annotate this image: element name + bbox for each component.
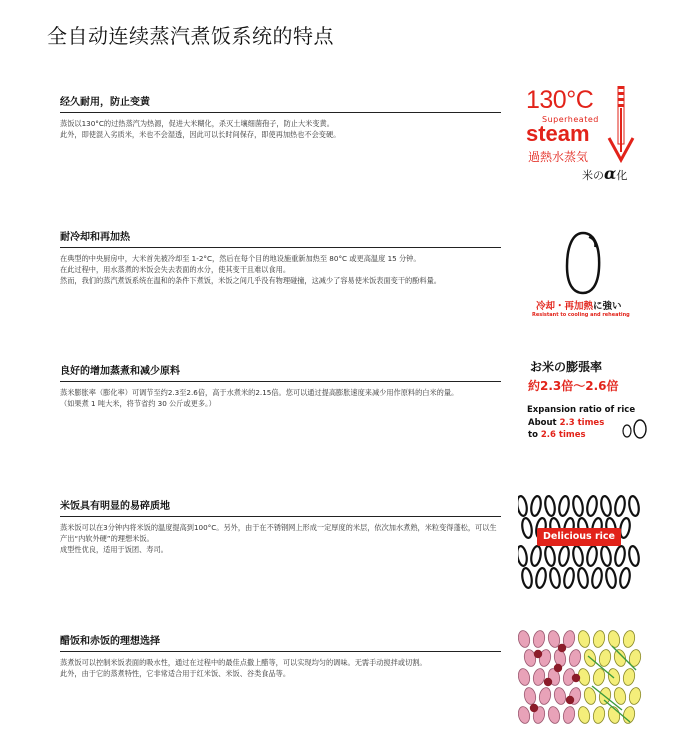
rice-grain-shape <box>549 567 561 588</box>
section-text: 此外，即使混入劣质米，米也不会湿透，因此可以长时间保存，即使再加热也不会变硬。 <box>60 130 341 139</box>
rice-grain-shape <box>544 495 556 516</box>
rice-grain-shape <box>614 495 626 516</box>
seasoned-grain-yellow <box>592 706 606 724</box>
red-bean-shape <box>554 664 562 672</box>
expansion-en-line1 <box>528 418 604 428</box>
red-bean-shape <box>544 678 552 686</box>
expansion-ratio-illustration <box>518 358 642 458</box>
section-title: 米饭具有明显的易碎质地 <box>60 497 501 517</box>
feature-section-texture <box>60 497 501 555</box>
steam-subtitle: Superheated <box>542 115 599 124</box>
section-text: （如果煮 1 吨大米，将节省约 30 公斤或更多。） <box>60 399 216 408</box>
section-text: 在典型的中央厨房中，大米首先被冷却至 1-2°C，然后在每个目的地设施重新加热至 80°C 或更高温度 15 分钟。 <box>60 254 421 263</box>
steam-word: steam <box>526 121 590 146</box>
section-text: 在此过程中，用水蒸煮的米饭会失去表面的水分，使其变干且难以食用。 <box>60 265 291 274</box>
section-body <box>60 253 501 286</box>
alpha-symbol: α <box>604 164 617 183</box>
section-title: 良好的增加蒸煮和减少原料 <box>60 362 501 382</box>
rice-grain-shape <box>521 567 533 588</box>
seasoned-grain-pink <box>532 668 546 687</box>
rice-grain-shape <box>577 567 589 588</box>
reheat-japanese <box>536 298 622 312</box>
seasoned-rice-illustration <box>518 626 642 724</box>
rice-grain-shape <box>530 495 542 516</box>
section-body <box>60 657 501 679</box>
seasoned-grain-yellow <box>598 649 612 668</box>
section-text: 蒸米膨胀率（膨化率）可调节至约2.3至2.6倍，高于水煮米的2.15倍。您可以通过提高膨胀速度来减少用作原料的白米的量。 <box>60 388 459 397</box>
seasoned-grain-pink <box>518 668 531 687</box>
seasoned-grain-yellow <box>622 668 636 687</box>
seasoned-grain-yellow <box>577 706 591 724</box>
expansion-about: About <box>528 418 560 428</box>
rice-grain-shape <box>521 517 533 538</box>
delicious-rice-label: Delicious rice <box>537 528 621 546</box>
section-text: 成型性优良，适用于饭团、寿司。 <box>60 545 168 554</box>
rice-grain-shape <box>572 545 584 566</box>
reheat-english: Resistant to cooling and reheating <box>532 312 630 318</box>
rice-grain-shape <box>591 567 603 588</box>
rice-grain-shape <box>600 495 612 516</box>
page-title: 全自动连续蒸汽煮饭系统的特点 <box>47 24 334 48</box>
seasoned-grain-yellow <box>607 668 621 687</box>
feature-section-durability <box>60 93 501 140</box>
section-text: 然而，我们的蒸汽煮饭系统在温和的条件下煮饭，米饭之间几乎没有物理碰撞，这减少了容易使米饭表面变干的酚料量。 <box>60 276 441 285</box>
section-text: 蒸煮饭可以控制米饭表面的吸水性，通过在过程中的最佳点撒上醋等，可以实现均匀的调味。无需手动搅拌或切割。 <box>60 658 427 667</box>
reheat-jp-part2: 再加熱 <box>564 301 594 312</box>
section-text: 蒸饭以130°C的过热蒸汽为热源，促进大米糊化，杀灭土壤细菌孢子，防止大米变黄。 <box>60 119 334 128</box>
fluffy-texture-illustration <box>518 492 642 590</box>
rice-grain-shape <box>558 545 570 566</box>
red-bean-shape <box>530 704 538 712</box>
rice-grain-shape <box>535 567 547 588</box>
section-body <box>60 118 501 140</box>
red-bean-shape <box>572 674 580 682</box>
rice-grain-shape <box>563 567 575 588</box>
rice-grain-shape <box>628 545 640 566</box>
rice-grain-shape <box>614 545 626 566</box>
seasoned-grain-yellow <box>613 649 627 668</box>
rice-grain-icon <box>563 230 603 296</box>
rice-grain-shape <box>628 495 640 516</box>
seasoned-grain-yellow <box>583 687 597 706</box>
superheated-steam-illustration <box>518 86 642 186</box>
section-text: 蒸米饭可以在3分钟内将米饭的温度提高到100°C。另外，由于在不锈钢网上形成一定厚度的米层，依次加水煮熟，米粒变得蓬松，可以生产出“内软外硬”的理想米饭。 <box>60 523 497 543</box>
red-bean-shape <box>534 650 542 658</box>
rice-grain-shape <box>558 495 570 516</box>
section-title: 经久耐用，防止变黄 <box>60 93 501 113</box>
down-arrow-icon <box>606 86 636 164</box>
steam-temperature: 130°C <box>526 86 594 114</box>
rice-grain-shape <box>530 545 542 566</box>
seasoned-grain-yellow <box>592 630 606 649</box>
seasoned-rice-image <box>518 626 642 724</box>
rice-grain-shape <box>572 495 584 516</box>
alpha-caption <box>582 164 627 183</box>
seasoned-grain-yellow <box>613 687 627 706</box>
seasoned-grain-pink <box>518 630 531 649</box>
seasoned-grain-yellow <box>622 630 636 649</box>
feature-section-expansion <box>60 362 501 409</box>
rice-grain-shape <box>518 495 528 516</box>
expansion-en-title: Expansion ratio of rice <box>527 405 636 415</box>
seasoned-grain-pink <box>568 649 582 668</box>
feature-section-reheat <box>60 228 501 286</box>
reheat-jp-part1: 冷却・ <box>536 301 565 312</box>
alpha-prefix: 米の <box>582 169 604 182</box>
rice-grain-shape <box>518 545 528 566</box>
expansion-value-low: 2.3 times <box>559 418 605 428</box>
feature-section-seasoning <box>60 632 501 679</box>
red-bean-shape <box>558 644 566 652</box>
expansion-en-line2 <box>528 430 586 440</box>
rice-grain-shape <box>544 545 556 566</box>
steam-japanese: 過熱水蒸気 <box>528 150 589 164</box>
section-text: 此外，由于它的蒸煮特性，它非常适合用于红米饭、米饭、谷类食品等。 <box>60 669 291 678</box>
alpha-suffix: 化 <box>616 169 628 182</box>
seasoned-grain-yellow <box>577 630 591 649</box>
seasoned-grain-pink <box>518 706 531 724</box>
seasoned-grain-pink <box>547 706 561 724</box>
seasoned-grain-pink <box>538 687 552 706</box>
red-bean-shape <box>566 696 574 704</box>
rice-grain-shape <box>605 567 617 588</box>
seasoned-grain-pink <box>523 687 537 706</box>
section-title: 耐冷却和再加热 <box>60 228 501 248</box>
reheat-resistance-illustration <box>518 226 642 322</box>
rice-grain-shape <box>600 545 612 566</box>
expansion-to: to <box>528 430 541 440</box>
rice-grain-shape <box>586 545 598 566</box>
seasoned-grain-pink <box>532 630 546 649</box>
seasoned-grain-yellow <box>607 630 621 649</box>
expansion-value-high: 2.6 times <box>540 430 586 440</box>
expansion-jp-value: 約2.3倍〜2.6倍 <box>528 379 619 393</box>
rice-grain-shape <box>619 567 631 588</box>
seasoned-grain-yellow <box>628 687 642 706</box>
seasoned-grain-pink <box>553 687 567 706</box>
section-title: 醋饭和赤饭的理想选择 <box>60 632 501 652</box>
section-body <box>60 387 501 409</box>
seasoned-grain-pink <box>562 706 576 724</box>
rice-expansion-icon <box>620 418 650 440</box>
section-body <box>60 522 501 555</box>
rice-grain-shape <box>586 495 598 516</box>
expansion-jp-title: お米の膨張率 <box>530 360 603 374</box>
reheat-jp-part3: に強い <box>593 301 622 312</box>
